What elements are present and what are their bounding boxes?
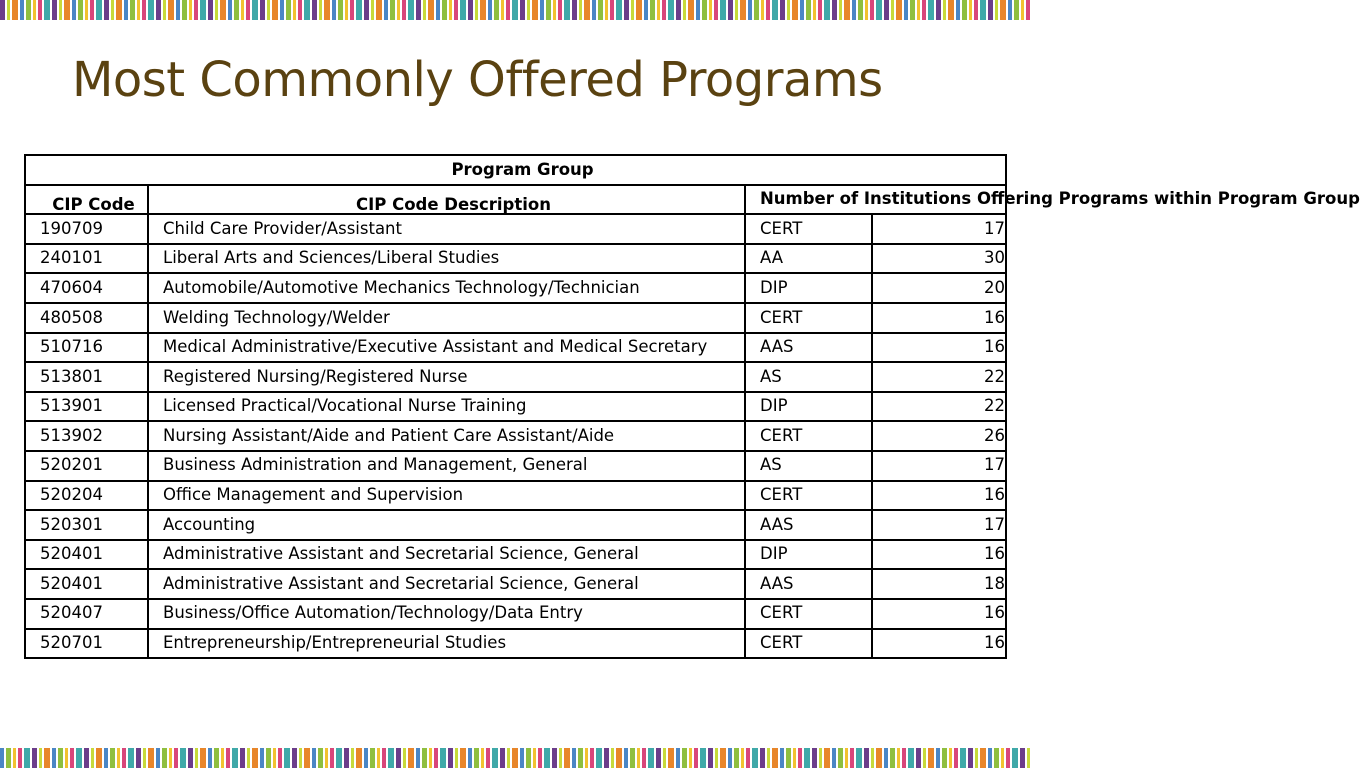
award-level-cell: DIP [745,540,872,570]
award-level-cell: AS [745,451,872,481]
award-level-cell: AAS [745,569,872,599]
cip-code-header: CIP Code [25,185,148,215]
award-level-cell: CERT [745,303,872,333]
institution-count-cell: 20 [872,273,1006,303]
institution-count-cell: 16 [872,333,1006,363]
cip-code-cell: 520204 [25,481,148,511]
cip-code-cell: 470604 [25,273,148,303]
award-level-cell: DIP [745,273,872,303]
cip-code-cell: 480508 [25,303,148,333]
cip-description-header: CIP Code Description [148,185,745,215]
table-row [25,451,1006,481]
award-level-cell: CERT [745,599,872,629]
table-row [25,362,1006,392]
institution-count-cell: 26 [872,421,1006,451]
institution-count-cell: 16 [872,481,1006,511]
description-cell: Business Administration and Management, General [148,451,745,481]
description-cell: Nursing Assistant/Aide and Patient Care Assistant/Aide [148,421,745,451]
table-row [25,540,1006,570]
program-group-header: Program Group [25,155,1006,185]
institution-count-cell: 17 [872,214,1006,244]
description-cell: Business/Office Automation/Technology/Data Entry [148,599,745,629]
award-level-cell: DIP [745,392,872,422]
description-cell: Automobile/Automotive Mechanics Technology/Technician [148,273,745,303]
institution-count-cell: 16 [872,303,1006,333]
cip-code-cell: 520401 [25,569,148,599]
table-row [25,273,1006,303]
stripe-gap [1030,748,1032,768]
description-cell: Administrative Assistant and Secretarial Science, General [148,569,745,599]
table-row [25,481,1006,511]
institution-count-cell: 17 [872,451,1006,481]
cip-code-cell: 520407 [25,599,148,629]
award-level-cell: CERT [745,421,872,451]
description-cell: Registered Nursing/Registered Nurse [148,362,745,392]
award-level-cell: AA [745,244,872,274]
cip-code-cell: 520401 [25,540,148,570]
description-cell: Entrepreneurship/Entrepreneurial Studies [148,629,745,659]
cip-code-cell: 513801 [25,362,148,392]
table-row [25,510,1006,540]
table-row [25,392,1006,422]
table-body [25,214,1006,658]
institution-count-cell: 30 [872,244,1006,274]
award-level-cell: CERT [745,481,872,511]
institution-count-cell: 22 [872,392,1006,422]
cip-code-cell: 513901 [25,392,148,422]
award-level-cell: AS [745,362,872,392]
institution-count-cell: 17 [872,510,1006,540]
cip-code-cell: 520701 [25,629,148,659]
table-row [25,421,1006,451]
cip-code-cell: 513902 [25,421,148,451]
institution-count-cell: 16 [872,629,1006,659]
award-level-cell: CERT [745,214,872,244]
institution-count-cell: 16 [872,540,1006,570]
description-cell: Welding Technology/Welder [148,303,745,333]
table-row [25,569,1006,599]
description-cell: Child Care Provider/Assistant [148,214,745,244]
table-row [25,214,1006,244]
description-cell: Medical Administrative/Executive Assistant and Medical Secretary [148,333,745,363]
programs-table [24,154,1360,659]
table-row [25,303,1006,333]
bottom-decorative-stripe [0,748,1024,768]
institution-count-cell: 18 [872,569,1006,599]
institutions-count-header: Number of Institutions Offering Programs within Program Group [745,185,1006,215]
award-level-cell: AAS [745,510,872,540]
table-row [25,333,1006,363]
stripe-gap [1030,0,1032,20]
cip-code-cell: 190709 [25,214,148,244]
description-cell: Licensed Practical/Vocational Nurse Training [148,392,745,422]
slide-title: Most Commonly Offered Programs [72,52,883,108]
cip-code-cell: 240101 [25,244,148,274]
table-row [25,629,1006,659]
top-decorative-stripe [0,0,1024,20]
table-row [25,244,1006,274]
cip-code-cell: 520301 [25,510,148,540]
description-cell: Administrative Assistant and Secretarial Science, General [148,540,745,570]
award-level-cell: AAS [745,333,872,363]
table-row [25,599,1006,629]
cip-code-cell: 510716 [25,333,148,363]
description-cell: Liberal Arts and Sciences/Liberal Studies [148,244,745,274]
award-level-cell: CERT [745,629,872,659]
institution-count-cell: 22 [872,362,1006,392]
description-cell: Accounting [148,510,745,540]
description-cell: Office Management and Supervision [148,481,745,511]
institution-count-cell: 16 [872,599,1006,629]
cip-code-cell: 520201 [25,451,148,481]
